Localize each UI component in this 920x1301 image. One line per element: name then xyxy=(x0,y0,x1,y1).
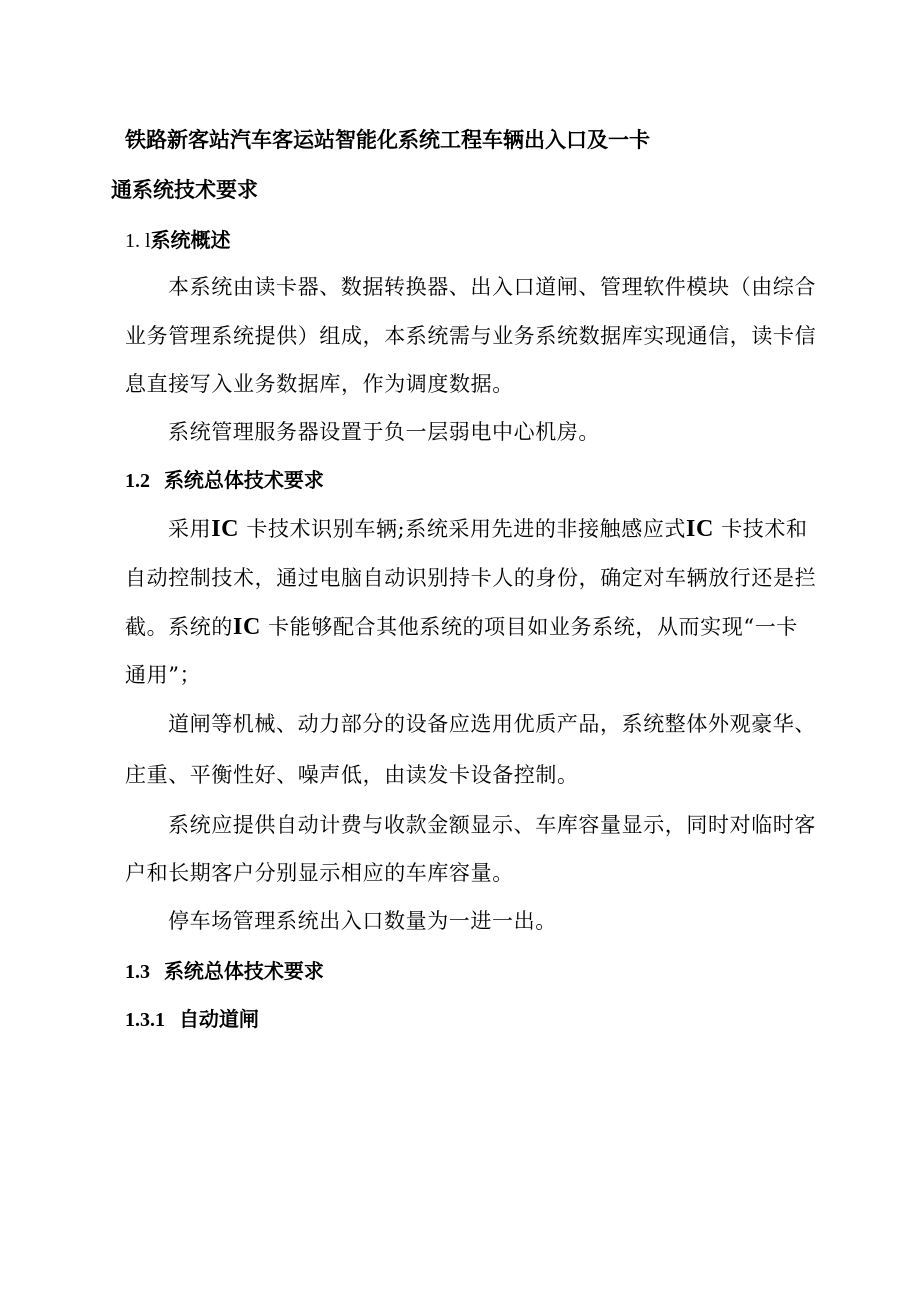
ic-abbrev: IC xyxy=(686,516,714,542)
section-number: 1.2 xyxy=(125,470,150,492)
paragraph-line: 庄重、平衡性好、噪声低，由读发卡设备控制。 xyxy=(125,763,579,787)
paragraph-line: 采用IC 卡技术识别车辆;系统采用先进的非接触感应式IC 卡技术和 xyxy=(168,516,808,542)
document-title-line-2: 通系统技术要求 xyxy=(111,178,258,202)
section-number: 1.3.1 xyxy=(125,1009,165,1031)
paragraph-line: 本系统由读卡器、数据转换器、出入口道闸、管理软件模块（由综合 xyxy=(168,275,816,299)
paragraph-line: 户和长期客户分别显示相应的车库容量。 xyxy=(125,861,514,885)
paragraph-line: 业务管理系统提供）组成，本系统需与业务系统数据库实现通信，读卡信 xyxy=(125,324,817,348)
section-title: 系统总体技术要求 xyxy=(163,468,324,492)
paragraph-line: 停车场管理系统出入口数量为一进一出。 xyxy=(168,909,557,933)
paragraph-line: 系统应提供自动计费与收款金额显示、车库容量显示，同时对临时客 xyxy=(168,813,816,837)
section-title: 自动道闸 xyxy=(178,1007,259,1031)
ic-abbrev: IC xyxy=(211,516,240,542)
section-1-3-heading xyxy=(125,957,324,986)
section-title: 系统概述 xyxy=(150,228,231,252)
paragraph-line: 自动控制技术，通过电脑自动识别持卡人的身份，确定对车辆放行还是拦 xyxy=(125,566,817,590)
paragraph-line: 截。系统的IC 卡能够配合其他系统的项目如业务系统，从而实现“一卡 xyxy=(125,614,798,640)
paragraph-line: 系统管理服务器设置于负一层弱电中心机房。 xyxy=(168,420,600,444)
section-1-3-1-heading xyxy=(125,1005,259,1034)
paragraph-line: 息直接写入业务数据库，作为调度数据。 xyxy=(125,372,514,396)
section-title: 系统总体技术要求 xyxy=(163,959,324,983)
section-1-1-heading xyxy=(125,226,231,255)
document-title-line-1: 铁路新客站汽车客运站智能化系统工程车辆出入口及一卡 xyxy=(125,128,650,152)
section-number: 1.3 xyxy=(125,961,150,983)
paragraph-line: 道闸等机械、动力部分的设备应选用优质产品，系统整体外观豪华、 xyxy=(168,712,816,736)
ic-abbrev: IC xyxy=(233,614,261,640)
section-number: 1. l xyxy=(125,230,151,252)
paragraph-line: 通用”； xyxy=(125,663,202,687)
section-1-2-heading xyxy=(125,466,324,495)
